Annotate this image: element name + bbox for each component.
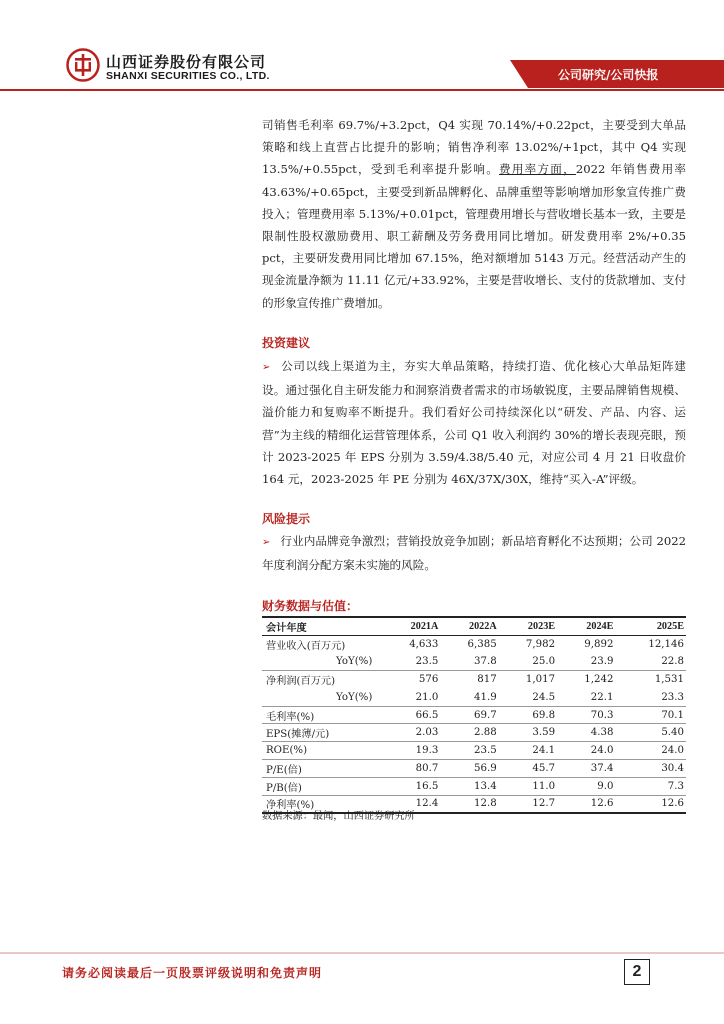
page-number: 2 <box>624 959 650 985</box>
table-row <box>262 653 686 671</box>
footer-divider <box>0 952 724 954</box>
table-cell: 16.5 <box>382 777 440 795</box>
table-cell: 66.5 <box>382 706 440 724</box>
table-cell: 576 <box>382 671 440 689</box>
table-cell: 41.9 <box>474 691 497 703</box>
table-cell: 22.1 <box>590 691 614 703</box>
table-cell: 7.3 <box>615 777 686 795</box>
table-cell: 69.8 <box>499 706 557 724</box>
table-cell: 817 <box>440 671 498 689</box>
row-label: ROE(%) <box>262 742 382 760</box>
table-row <box>262 688 686 706</box>
table-cell: 1,242 <box>557 671 615 689</box>
table-row <box>262 760 686 778</box>
table-header-cell: 2024E <box>557 617 615 635</box>
row-label: P/B(倍) <box>262 777 382 795</box>
table-cell: 69.7 <box>440 706 498 724</box>
risk-warning-title: 风险提示 <box>262 512 311 526</box>
row-label: 净利润(百万元) <box>262 671 382 689</box>
financial-table-body <box>262 635 686 813</box>
table-cell: 37.4 <box>557 760 615 778</box>
table-cell: 19.3 <box>382 742 440 760</box>
table-cell: 7,982 <box>525 638 556 650</box>
table-cell: 24.1 <box>499 742 557 760</box>
table-cell: 24.5 <box>532 691 556 703</box>
table-cell: 70.3 <box>557 706 615 724</box>
disclaimer-notice: 请务必阅读最后一页股票评级说明和免责声明 <box>62 966 323 980</box>
investment-advice-text: 公司以线上渠道为主，夯实大单品策略，持续打造、优化核心大单品矩阵建设。通过强化自主研发能力和洞察消费者需求的市场敏锐度，主要品牌销售规模、溢价能力和复购率不断提升。我们看好公司持续深化以“研发、产品、内容、运营”为主线的精细化运营管理体系，公司 Q1 收入利润约 30%的增长表现亮眼，预计 2023-2025 年 EPS 分别为 3.59/4.38/5.40 元，对应公司 4 月 21 日收盘价 164 元，2023-2025 年 PE 分别为 46X/37X/30X，维持“买入-A”评级。 <box>262 359 686 487</box>
table-cell: 1,531 <box>615 671 686 689</box>
margin-text: 司销售毛利率 69.7%/+3.2pct，Q4 实现 70.14%/+0.22pct，主要受到大单品策略和线上直营占比提升的影响；销售净利率 13.02%/+1pct，其中 Q4 实现 13.5%/+0.55pct，受到毛利率提升影响。 <box>262 118 686 177</box>
table-cell: 45.7 <box>499 760 557 778</box>
company-name-cn: 山西证券股份有限公司 <box>106 53 267 71</box>
table-row <box>262 706 686 724</box>
table-cell: 21.0 <box>415 691 439 703</box>
table-row <box>262 724 686 742</box>
table-cell: 12.4 <box>382 795 440 813</box>
table-cell: 12.6 <box>615 795 686 813</box>
financial-table-title: 财务数据与估值： <box>262 599 359 613</box>
table-cell: 24.0 <box>557 742 615 760</box>
page-header <box>0 0 724 100</box>
table-cell: 22.8 <box>661 655 684 667</box>
row-label: P/E(倍) <box>262 760 382 778</box>
report-category: 公司研究/公司快报 <box>558 68 659 82</box>
table-cell: 24.0 <box>615 742 686 760</box>
table-cell: 56.9 <box>440 760 498 778</box>
financial-table <box>262 616 686 814</box>
investment-advice-paragraph <box>262 355 686 490</box>
table-cell: 11.0 <box>499 777 557 795</box>
table-cell: 12.8 <box>440 795 498 813</box>
table-cell: 70.1 <box>615 706 686 724</box>
bullet-arrow-icon: ➢ <box>262 362 271 373</box>
table-cell: 37.8 <box>474 655 497 667</box>
report-category-banner <box>528 60 724 88</box>
table-header-cell: 2025E <box>615 617 686 635</box>
table-row <box>262 671 686 689</box>
table-cell: 23.9 <box>590 655 614 667</box>
page-footer <box>0 952 724 992</box>
financial-table-container <box>262 616 686 814</box>
table-cell: 80.7 <box>382 760 440 778</box>
table-cell: 2.03 <box>382 724 440 742</box>
table-cell: 12.6 <box>557 795 615 813</box>
row-label: 营业收入(百万元) <box>266 640 346 652</box>
table-header-cell: 2023E <box>499 617 557 635</box>
expense-text: 2022 年销售费用率 43.63%/+0.65pct，主要受到新品牌孵化、品牌重塑等影响增加形象宣传推广费投入；管理费用率 5.13%/+0.01pct，管理费用增长与营收增长基本一致，主要是限制性股权激励费用、职工薪酬及劳务费用同比增加。研发费用率 2%/+0.35 pct，主要研发费用同比增加 67.15%，绝对额增加 5143 万元。经营活动产生的现金流量净额为 11.11 亿元/+33.92%，主要是营收增长、支付的货款增加、支付的形象宣传推广费增加。 <box>262 162 686 310</box>
table-cell: 12.7 <box>499 795 557 813</box>
table-cell: 1,017 <box>499 671 557 689</box>
bullet-arrow-icon: ➢ <box>262 537 271 548</box>
table-header-cell: 2022A <box>440 617 498 635</box>
table-cell: 4.38 <box>557 724 615 742</box>
table-header-row <box>262 617 686 635</box>
table-cell: 23.5 <box>415 655 439 667</box>
row-label: YoY(%) <box>336 655 373 667</box>
risk-warning-paragraph <box>262 530 686 576</box>
investment-advice-title: 投资建议 <box>262 336 311 350</box>
data-source-note: 数据来源：最闻，山西证券研究所 <box>262 811 415 822</box>
table-cell: 13.4 <box>440 777 498 795</box>
table-cell: 9.0 <box>557 777 615 795</box>
table-cell: 5.40 <box>615 724 686 742</box>
header-divider <box>0 89 724 91</box>
table-cell: 23.5 <box>440 742 498 760</box>
table-row <box>262 635 686 653</box>
table-header-cell: 2021A <box>382 617 440 635</box>
row-label: YoY(%) <box>336 691 373 703</box>
row-label: 毛利率(%) <box>262 706 382 724</box>
table-cell: 4,633 <box>409 638 439 650</box>
table-cell: 12,146 <box>648 638 684 650</box>
table-cell: 9,892 <box>584 638 614 650</box>
row-label: 净利率(%) <box>262 795 382 813</box>
table-cell: 6,385 <box>467 638 497 650</box>
margin-analysis-paragraph <box>262 114 686 314</box>
company-name-en: SHANXI SECURITIES CO., LTD. <box>106 70 270 82</box>
table-cell: 25.0 <box>532 655 556 667</box>
expense-heading-underlined: 费用率方面， <box>499 162 576 177</box>
table-header-cell: 会计年度 <box>262 617 382 635</box>
table-cell: 3.59 <box>499 724 557 742</box>
table-row <box>262 742 686 760</box>
table-cell: 30.4 <box>615 760 686 778</box>
table-cell: 2.88 <box>440 724 498 742</box>
company-logo-icon <box>66 48 100 82</box>
risk-warning-text: 行业内品牌竞争激烈；营销投放竞争加剧；新品培育孵化不达预期；公司 2022 年度利润分配方案未实施的风险。 <box>262 534 686 573</box>
row-label: EPS(摊薄/元) <box>262 724 382 742</box>
table-row <box>262 777 686 795</box>
table-cell: 23.3 <box>661 691 684 703</box>
